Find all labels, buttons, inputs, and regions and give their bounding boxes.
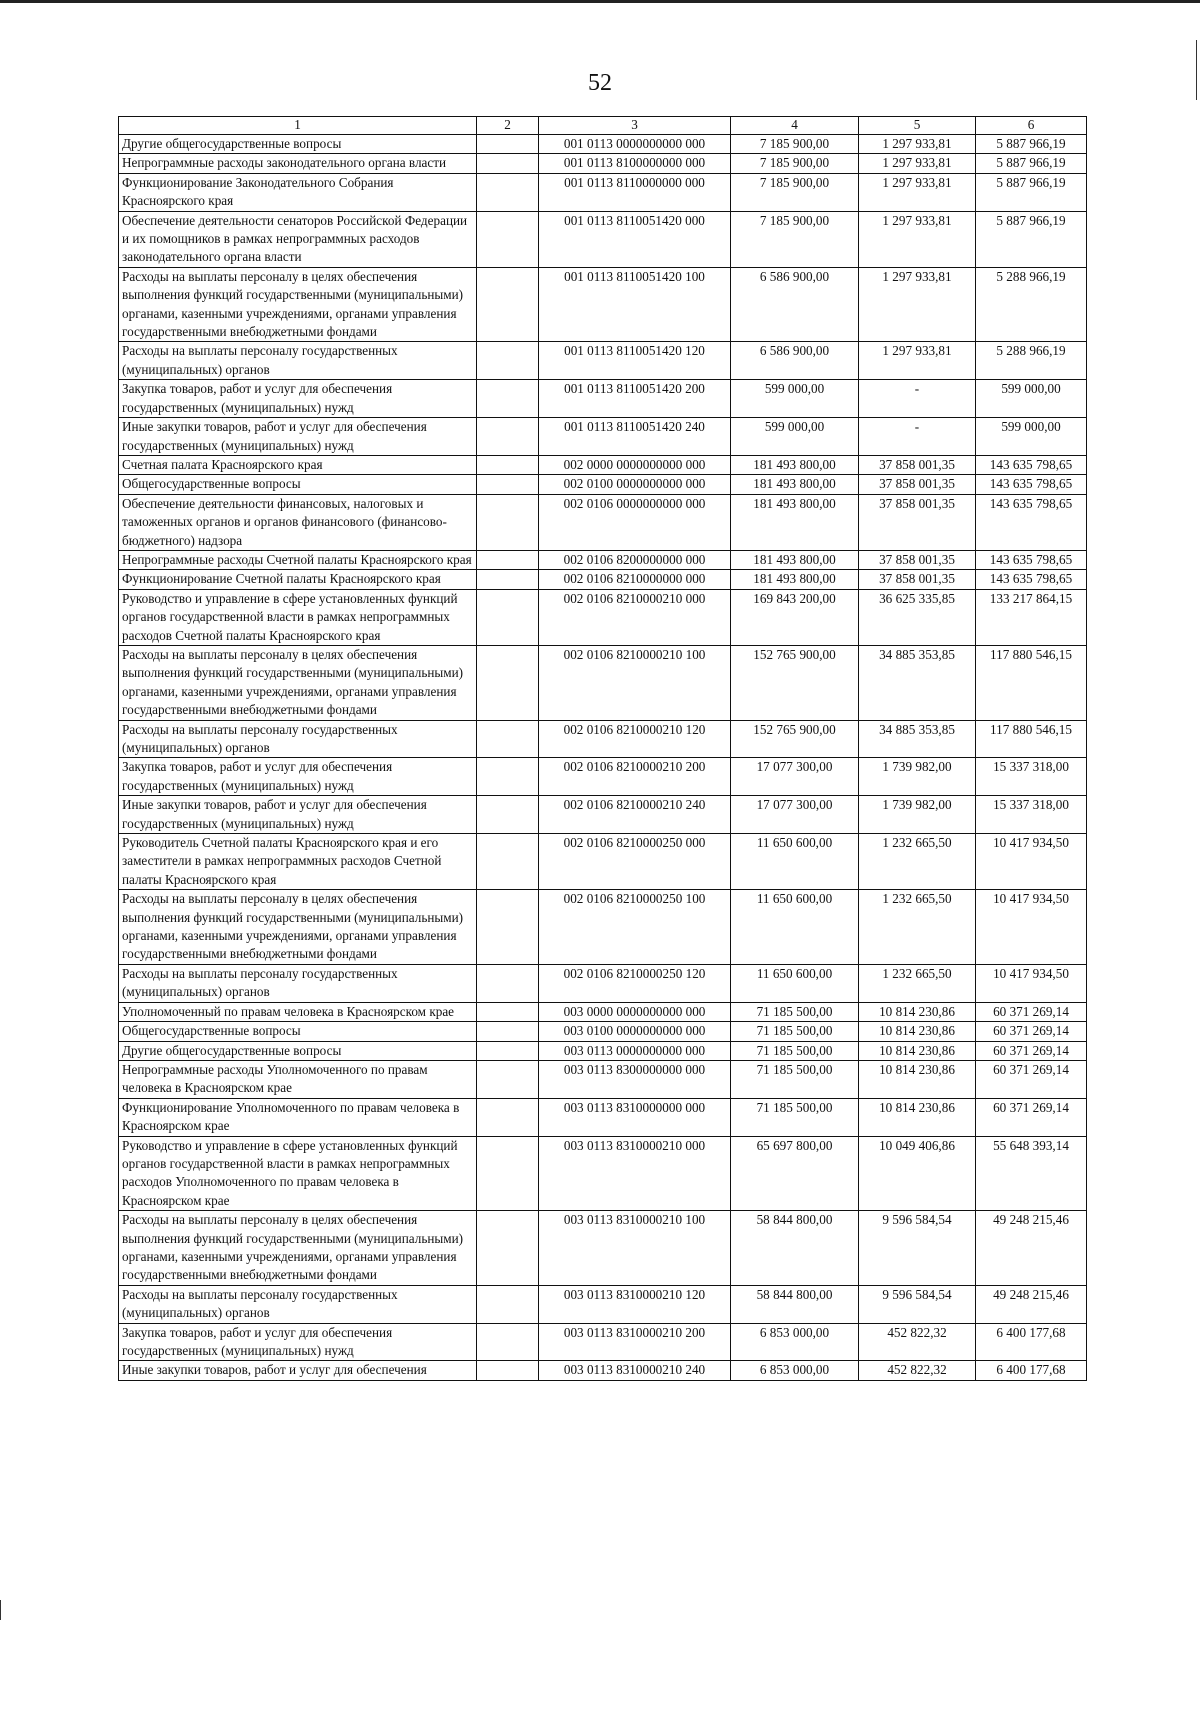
- row-executed-cell: 37 858 001,35: [859, 570, 976, 589]
- row-executed-cell: 10 814 230,86: [859, 1041, 976, 1060]
- row-code-cell: 002 0106 8210000000 000: [539, 570, 731, 589]
- row-name-cell: Руководитель Счетной палаты Красноярского края и его заместители в рамках непрограммных расходов Счетной палаты Красноярского края: [119, 834, 477, 890]
- row-code-cell: 003 0113 8310000210 000: [539, 1136, 731, 1211]
- row-code-cell: 002 0106 8200000000 000: [539, 550, 731, 569]
- row-name-cell: Обеспечение деятельности сенаторов Российской Федерации и их помощников в рамках непрограммных расходов законодательного органа власти: [119, 211, 477, 267]
- row-col2-cell: [477, 1022, 539, 1041]
- row-code-cell: 003 0113 8310000210 200: [539, 1323, 731, 1361]
- row-remaining-cell: 143 635 798,65: [976, 475, 1087, 494]
- row-col2-cell: [477, 135, 539, 154]
- table-row: [119, 154, 1087, 173]
- row-planned-cell: 169 843 200,00: [731, 589, 859, 645]
- row-planned-cell: 17 077 300,00: [731, 758, 859, 796]
- row-name-cell: Обеспечение деятельности финансовых, налоговых и таможенных органов и органов финансового (финансово-бюджетного) надзора: [119, 494, 477, 550]
- table-row: [119, 1323, 1087, 1361]
- table-row: [119, 418, 1087, 456]
- row-col2-cell: [477, 834, 539, 890]
- row-name-cell: Руководство и управление в сфере установленных функций органов государственной власти в рамках непрограммных расходов Счетной палаты Красноярского края: [119, 589, 477, 645]
- row-executed-cell: 34 885 353,85: [859, 645, 976, 720]
- table-row: [119, 570, 1087, 589]
- row-col2-cell: [477, 173, 539, 211]
- row-planned-cell: 71 185 500,00: [731, 1002, 859, 1021]
- table-row: [119, 1211, 1087, 1286]
- margin-mark: [0, 1600, 1, 1620]
- row-planned-cell: 181 493 800,00: [731, 550, 859, 569]
- row-remaining-cell: 6 400 177,68: [976, 1361, 1087, 1380]
- table-row: [119, 758, 1087, 796]
- row-code-cell: 002 0106 8210000210 240: [539, 796, 731, 834]
- row-planned-cell: 152 765 900,00: [731, 720, 859, 758]
- row-code-cell: 001 0113 8100000000 000: [539, 154, 731, 173]
- row-col2-cell: [477, 1285, 539, 1323]
- row-name-cell: Счетная палата Красноярского края: [119, 455, 477, 474]
- row-col2-cell: [477, 1041, 539, 1060]
- row-executed-cell: 1 297 933,81: [859, 173, 976, 211]
- table-row: [119, 135, 1087, 154]
- row-planned-cell: 6 586 900,00: [731, 342, 859, 380]
- header-col-3: 3: [539, 117, 731, 135]
- row-code-cell: 002 0106 8210000210 100: [539, 645, 731, 720]
- row-name-cell: Расходы на выплаты персоналу в целях обеспечения выполнения функций государственными (муниципальными) органами, казенными учреждениями, органами управления государственными внебюджетными фондами: [119, 890, 477, 965]
- row-col2-cell: [477, 645, 539, 720]
- row-col2-cell: [477, 380, 539, 418]
- row-col2-cell: [477, 418, 539, 456]
- row-executed-cell: 10 814 230,86: [859, 1002, 976, 1021]
- row-name-cell: Расходы на выплаты персоналу государственных (муниципальных) органов: [119, 964, 477, 1002]
- row-name-cell: Функционирование Счетной палаты Красноярского края: [119, 570, 477, 589]
- row-executed-cell: 9 596 584,54: [859, 1211, 976, 1286]
- row-name-cell: Иные закупки товаров, работ и услуг для обеспечения государственных (муниципальных) нужд: [119, 418, 477, 456]
- row-code-cell: 002 0106 8210000250 000: [539, 834, 731, 890]
- row-remaining-cell: 5 288 966,19: [976, 267, 1087, 342]
- table-row: [119, 211, 1087, 267]
- table-row: [119, 494, 1087, 550]
- table-row: [119, 173, 1087, 211]
- row-executed-cell: 10 049 406,86: [859, 1136, 976, 1211]
- table-row: [119, 834, 1087, 890]
- row-executed-cell: 10 814 230,86: [859, 1098, 976, 1136]
- row-col2-cell: [477, 475, 539, 494]
- table-row: [119, 796, 1087, 834]
- page-number: 52: [588, 70, 612, 96]
- row-code-cell: 003 0113 0000000000 000: [539, 1041, 731, 1060]
- header-col-2: 2: [477, 117, 539, 135]
- row-col2-cell: [477, 494, 539, 550]
- row-remaining-cell: 49 248 215,46: [976, 1211, 1087, 1286]
- row-code-cell: 002 0106 0000000000 000: [539, 494, 731, 550]
- row-code-cell: 001 0113 8110051420 000: [539, 211, 731, 267]
- row-executed-cell: 1 739 982,00: [859, 758, 976, 796]
- row-planned-cell: 6 586 900,00: [731, 267, 859, 342]
- row-planned-cell: 181 493 800,00: [731, 455, 859, 474]
- table-row: [119, 455, 1087, 474]
- table-row: [119, 1060, 1087, 1098]
- table-row: [119, 550, 1087, 569]
- row-planned-cell: 181 493 800,00: [731, 570, 859, 589]
- row-planned-cell: 71 185 500,00: [731, 1098, 859, 1136]
- row-col2-cell: [477, 589, 539, 645]
- row-remaining-cell: 60 371 269,14: [976, 1060, 1087, 1098]
- row-col2-cell: [477, 267, 539, 342]
- row-col2-cell: [477, 455, 539, 474]
- row-planned-cell: 58 844 800,00: [731, 1211, 859, 1286]
- row-remaining-cell: 60 371 269,14: [976, 1041, 1087, 1060]
- table-header-row: [119, 117, 1087, 135]
- row-executed-cell: 1 739 982,00: [859, 796, 976, 834]
- row-name-cell: Другие общегосударственные вопросы: [119, 135, 477, 154]
- row-planned-cell: 17 077 300,00: [731, 796, 859, 834]
- row-executed-cell: 37 858 001,35: [859, 550, 976, 569]
- row-col2-cell: [477, 964, 539, 1002]
- row-remaining-cell: 117 880 546,15: [976, 645, 1087, 720]
- row-code-cell: 002 0106 8210000250 120: [539, 964, 731, 1002]
- table-row: [119, 1361, 1087, 1380]
- table-row: [119, 342, 1087, 380]
- row-executed-cell: -: [859, 418, 976, 456]
- header-col-6: 6: [976, 117, 1087, 135]
- row-code-cell: 001 0113 0000000000 000: [539, 135, 731, 154]
- table-row: [119, 645, 1087, 720]
- table-row: [119, 1002, 1087, 1021]
- row-planned-cell: 7 185 900,00: [731, 154, 859, 173]
- row-col2-cell: [477, 342, 539, 380]
- row-col2-cell: [477, 1060, 539, 1098]
- row-planned-cell: 11 650 600,00: [731, 834, 859, 890]
- row-name-cell: Функционирование Законодательного Собрания Красноярского края: [119, 173, 477, 211]
- row-planned-cell: 6 853 000,00: [731, 1361, 859, 1380]
- row-executed-cell: 1 232 665,50: [859, 964, 976, 1002]
- row-name-cell: Другие общегосударственные вопросы: [119, 1041, 477, 1060]
- row-name-cell: Закупка товаров, работ и услуг для обеспечения государственных (муниципальных) нужд: [119, 1323, 477, 1361]
- row-planned-cell: 7 185 900,00: [731, 135, 859, 154]
- row-planned-cell: 181 493 800,00: [731, 475, 859, 494]
- row-executed-cell: 1 297 933,81: [859, 211, 976, 267]
- row-planned-cell: 181 493 800,00: [731, 494, 859, 550]
- row-name-cell: Общегосударственные вопросы: [119, 1022, 477, 1041]
- row-remaining-cell: 5 887 966,19: [976, 211, 1087, 267]
- row-remaining-cell: 599 000,00: [976, 418, 1087, 456]
- table-row: [119, 1136, 1087, 1211]
- row-code-cell: 003 0100 0000000000 000: [539, 1022, 731, 1041]
- row-name-cell: Непрограммные расходы Уполномоченного по правам человека в Красноярском крае: [119, 1060, 477, 1098]
- row-remaining-cell: 143 635 798,65: [976, 570, 1087, 589]
- row-remaining-cell: 599 000,00: [976, 380, 1087, 418]
- row-planned-cell: 599 000,00: [731, 380, 859, 418]
- table-row: [119, 475, 1087, 494]
- row-executed-cell: 1 297 933,81: [859, 135, 976, 154]
- row-planned-cell: 11 650 600,00: [731, 964, 859, 1002]
- row-name-cell: Расходы на выплаты персоналу в целях обеспечения выполнения функций государственными (муниципальными) органами, казенными учреждениями, органами управления государственными внебюджетными фондами: [119, 267, 477, 342]
- row-remaining-cell: 10 417 934,50: [976, 890, 1087, 965]
- row-remaining-cell: 143 635 798,65: [976, 550, 1087, 569]
- row-executed-cell: 10 814 230,86: [859, 1022, 976, 1041]
- row-remaining-cell: 15 337 318,00: [976, 796, 1087, 834]
- header-col-5: 5: [859, 117, 976, 135]
- row-planned-cell: 71 185 500,00: [731, 1060, 859, 1098]
- row-remaining-cell: 117 880 546,15: [976, 720, 1087, 758]
- row-code-cell: 001 0113 8110051420 120: [539, 342, 731, 380]
- row-remaining-cell: 60 371 269,14: [976, 1002, 1087, 1021]
- row-name-cell: Иные закупки товаров, работ и услуг для обеспечения: [119, 1361, 477, 1380]
- row-col2-cell: [477, 1211, 539, 1286]
- row-remaining-cell: 6 400 177,68: [976, 1323, 1087, 1361]
- row-planned-cell: 599 000,00: [731, 418, 859, 456]
- row-code-cell: 003 0113 8300000000 000: [539, 1060, 731, 1098]
- header-col-4: 4: [731, 117, 859, 135]
- row-executed-cell: 10 814 230,86: [859, 1060, 976, 1098]
- row-code-cell: 002 0106 8210000210 200: [539, 758, 731, 796]
- budget-table: [118, 116, 1087, 1381]
- row-code-cell: 003 0000 0000000000 000: [539, 1002, 731, 1021]
- row-name-cell: Непрограммные расходы законодательного органа власти: [119, 154, 477, 173]
- row-remaining-cell: 5 288 966,19: [976, 342, 1087, 380]
- row-remaining-cell: 60 371 269,14: [976, 1022, 1087, 1041]
- row-executed-cell: 37 858 001,35: [859, 494, 976, 550]
- row-code-cell: 002 0106 8210000210 000: [539, 589, 731, 645]
- row-executed-cell: 1 297 933,81: [859, 267, 976, 342]
- row-col2-cell: [477, 1136, 539, 1211]
- row-code-cell: 001 0113 8110051420 240: [539, 418, 731, 456]
- row-executed-cell: 452 822,32: [859, 1361, 976, 1380]
- row-remaining-cell: 15 337 318,00: [976, 758, 1087, 796]
- row-col2-cell: [477, 758, 539, 796]
- margin-mark: [1196, 40, 1197, 100]
- row-col2-cell: [477, 1323, 539, 1361]
- row-planned-cell: 71 185 500,00: [731, 1041, 859, 1060]
- row-executed-cell: 1 297 933,81: [859, 342, 976, 380]
- table-row: [119, 1041, 1087, 1060]
- row-remaining-cell: 49 248 215,46: [976, 1285, 1087, 1323]
- row-name-cell: Расходы на выплаты персоналу государственных (муниципальных) органов: [119, 1285, 477, 1323]
- row-remaining-cell: 10 417 934,50: [976, 964, 1087, 1002]
- row-code-cell: 002 0100 0000000000 000: [539, 475, 731, 494]
- row-code-cell: 002 0106 8210000210 120: [539, 720, 731, 758]
- row-remaining-cell: 60 371 269,14: [976, 1098, 1087, 1136]
- row-executed-cell: 1 297 933,81: [859, 154, 976, 173]
- row-planned-cell: 71 185 500,00: [731, 1022, 859, 1041]
- row-planned-cell: 65 697 800,00: [731, 1136, 859, 1211]
- row-code-cell: 002 0106 8210000250 100: [539, 890, 731, 965]
- row-code-cell: 001 0113 8110051420 200: [539, 380, 731, 418]
- row-name-cell: Закупка товаров, работ и услуг для обеспечения государственных (муниципальных) нужд: [119, 758, 477, 796]
- row-executed-cell: 37 858 001,35: [859, 475, 976, 494]
- row-code-cell: 001 0113 8110051420 100: [539, 267, 731, 342]
- row-executed-cell: 1 232 665,50: [859, 890, 976, 965]
- row-executed-cell: 37 858 001,35: [859, 455, 976, 474]
- row-code-cell: 001 0113 8110000000 000: [539, 173, 731, 211]
- row-remaining-cell: 55 648 393,14: [976, 1136, 1087, 1211]
- table-row: [119, 1285, 1087, 1323]
- row-executed-cell: -: [859, 380, 976, 418]
- row-col2-cell: [477, 550, 539, 569]
- row-remaining-cell: 133 217 864,15: [976, 589, 1087, 645]
- row-name-cell: Расходы на выплаты персоналу государственных (муниципальных) органов: [119, 720, 477, 758]
- row-executed-cell: 9 596 584,54: [859, 1285, 976, 1323]
- row-col2-cell: [477, 154, 539, 173]
- table-row: [119, 380, 1087, 418]
- row-code-cell: 003 0113 8310000210 240: [539, 1361, 731, 1380]
- row-code-cell: 003 0113 8310000000 000: [539, 1098, 731, 1136]
- row-code-cell: 003 0113 8310000210 120: [539, 1285, 731, 1323]
- row-name-cell: Непрограммные расходы Счетной палаты Красноярского края: [119, 550, 477, 569]
- row-name-cell: Расходы на выплаты персоналу государственных (муниципальных) органов: [119, 342, 477, 380]
- header-col-1: 1: [119, 117, 477, 135]
- table-row: [119, 1022, 1087, 1041]
- row-executed-cell: 452 822,32: [859, 1323, 976, 1361]
- table-row: [119, 267, 1087, 342]
- row-planned-cell: 58 844 800,00: [731, 1285, 859, 1323]
- top-border-line: [0, 0, 1200, 3]
- row-planned-cell: 7 185 900,00: [731, 173, 859, 211]
- row-col2-cell: [477, 720, 539, 758]
- row-name-cell: Расходы на выплаты персоналу в целях обеспечения выполнения функций государственными (муниципальными) органами, казенными учреждениями, органами управления государственными внебюджетными фондами: [119, 645, 477, 720]
- row-remaining-cell: 10 417 934,50: [976, 834, 1087, 890]
- row-remaining-cell: 143 635 798,65: [976, 455, 1087, 474]
- table-row: [119, 589, 1087, 645]
- row-executed-cell: 36 625 335,85: [859, 589, 976, 645]
- row-col2-cell: [477, 211, 539, 267]
- table-row: [119, 964, 1087, 1002]
- row-remaining-cell: 5 887 966,19: [976, 154, 1087, 173]
- row-remaining-cell: 5 887 966,19: [976, 173, 1087, 211]
- row-name-cell: Иные закупки товаров, работ и услуг для обеспечения государственных (муниципальных) нужд: [119, 796, 477, 834]
- row-name-cell: Расходы на выплаты персоналу в целях обеспечения выполнения функций государственными (муниципальными) органами, казенными учреждениями, органами управления государственными внебюджетными фондами: [119, 1211, 477, 1286]
- table-body: [119, 135, 1087, 1381]
- row-executed-cell: 34 885 353,85: [859, 720, 976, 758]
- row-col2-cell: [477, 890, 539, 965]
- row-name-cell: Общегосударственные вопросы: [119, 475, 477, 494]
- row-code-cell: 002 0000 0000000000 000: [539, 455, 731, 474]
- row-name-cell: Закупка товаров, работ и услуг для обеспечения государственных (муниципальных) нужд: [119, 380, 477, 418]
- row-planned-cell: 152 765 900,00: [731, 645, 859, 720]
- table-row: [119, 1098, 1087, 1136]
- row-name-cell: Руководство и управление в сфере установленных функций органов государственной власти в рамках непрограммных расходов Уполномоченного по правам человека в Красноярском крае: [119, 1136, 477, 1211]
- row-remaining-cell: 143 635 798,65: [976, 494, 1087, 550]
- row-name-cell: Уполномоченный по правам человека в Красноярском крае: [119, 1002, 477, 1021]
- row-planned-cell: 6 853 000,00: [731, 1323, 859, 1361]
- row-col2-cell: [477, 1361, 539, 1380]
- row-col2-cell: [477, 570, 539, 589]
- table-row: [119, 890, 1087, 965]
- row-planned-cell: 7 185 900,00: [731, 211, 859, 267]
- row-col2-cell: [477, 1002, 539, 1021]
- row-name-cell: Функционирование Уполномоченного по правам человека в Красноярском крае: [119, 1098, 477, 1136]
- table-row: [119, 720, 1087, 758]
- row-executed-cell: 1 232 665,50: [859, 834, 976, 890]
- row-planned-cell: 11 650 600,00: [731, 890, 859, 965]
- row-code-cell: 003 0113 8310000210 100: [539, 1211, 731, 1286]
- row-col2-cell: [477, 1098, 539, 1136]
- row-remaining-cell: 5 887 966,19: [976, 135, 1087, 154]
- row-col2-cell: [477, 796, 539, 834]
